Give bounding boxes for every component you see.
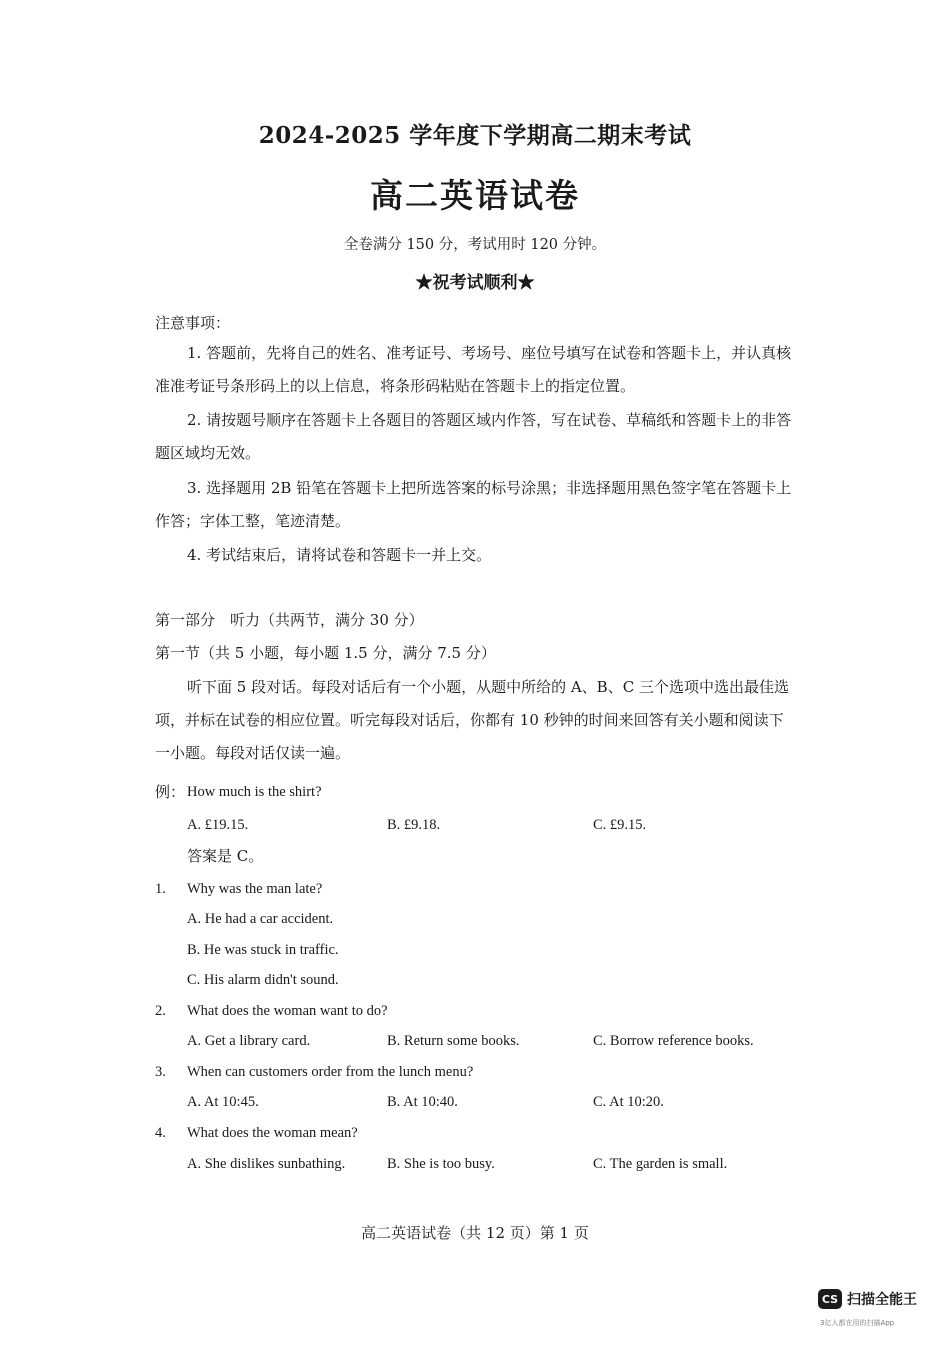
question-number: 3. [155, 1064, 166, 1080]
question-option: B. He was stuck in traffic. [187, 942, 339, 958]
notice-item-line: 题区域均无效。 [155, 444, 261, 462]
notice-item-line: 4. 考试结束后，请将试卷和答题卡一并上交。 [187, 546, 492, 564]
example-option-c: C. £9.15. [593, 817, 647, 833]
question-option: B. She is too busy. [387, 1156, 495, 1172]
notice-item [155, 410, 825, 463]
question-option: C. The garden is small. [593, 1156, 728, 1172]
example-option-a: A. £19.15. [187, 817, 249, 833]
question-option: B. At 10:40. [387, 1094, 458, 1110]
question-text: Why was the man late? [187, 881, 323, 897]
notice-item-line: 1. 答题前，先将自己的姓名、准考证号、考场号、座位号填写在试卷和答题卡上，并认真核 [187, 344, 792, 362]
question-number: 4. [155, 1125, 166, 1141]
instruction-line: 项，并标在试卷的相应位置。听完每段对话后，你都有 10 秒钟的时间来回答有关小题和阅读下 [155, 711, 784, 729]
notice-item [155, 343, 825, 396]
subject-title: 高二英语试卷 [370, 176, 580, 215]
scanner-watermark [818, 1289, 917, 1309]
section-heading: 第一节（共 5 小题，每小题 1.5 分，满分 7.5 分） [155, 644, 496, 662]
scanner-logo-icon: CS [818, 1289, 842, 1309]
page-footer: 高二英语试卷（共 12 页）第 1 页 [361, 1224, 589, 1242]
good-luck-banner: ★祝考试顺利★ [415, 273, 535, 293]
notice-item [155, 545, 825, 565]
score-info: 全卷满分 150 分，考试用时 120 分钟。 [343, 237, 607, 253]
scanner-tagline: 3亿人都在用的扫描App [820, 1319, 895, 1327]
question-option: A. He had a car accident. [187, 911, 334, 927]
notice-heading: 注意事项： [155, 314, 231, 332]
notice-item-line: 准准考证号条形码上的以上信息，将条形码粘贴在答题卡上的指定位置。 [155, 377, 636, 395]
instruction-line: 听下面 5 段对话。每段对话后有一个小题，从题中所给的 A、B、C 三个选项中选出最佳选 [187, 678, 789, 696]
question-text: What does the woman want to do? [187, 1003, 388, 1019]
example-option-b: B. £9.18. [387, 817, 441, 833]
question-option: B. Return some books. [387, 1033, 520, 1049]
question-option: C. At 10:20. [593, 1094, 664, 1110]
question-number: 2. [155, 1003, 166, 1019]
example-answer: 答案是 C。 [187, 847, 264, 865]
notice-item-line: 2. 请按题号顺序在答题卡上各题目的答题区域内作答，写在试卷、草稿纸和答题卡上的非答 [187, 411, 792, 429]
example-question: How much is the shirt? [187, 784, 322, 800]
notice-item-line: 作答；字体工整，笔迹清楚。 [155, 512, 351, 530]
question-text: What does the woman mean? [187, 1125, 358, 1141]
question-number: 1. [155, 881, 166, 897]
part-heading: 第一部分 听力（共两节，满分 30 分） [155, 611, 424, 629]
question-option: C. His alarm didn't sound. [187, 972, 339, 988]
instruction-line: 一小题。每段对话仅读一遍。 [155, 744, 351, 762]
question-option: A. She dislikes sunbathing. [187, 1156, 346, 1172]
example-label: 例： [155, 783, 186, 801]
question-option: A. Get a library card. [187, 1033, 311, 1049]
question-option: C. Borrow reference books. [593, 1033, 754, 1049]
question-option: A. At 10:45. [187, 1094, 259, 1110]
scanner-app-name: 扫描全能王 [847, 1292, 917, 1308]
notice-item-line: 3. 选择题用 2B 铅笔在答题卡上把所选答案的标号涂黑；非选择题用黑色签字笔在答题卡上 [187, 479, 792, 497]
listening-instructions [155, 677, 825, 763]
exam-title: 2024-2025 学年度下学期高二期末考试 [258, 122, 692, 149]
question-text: When can customers order from the lunch menu? [187, 1064, 474, 1080]
notice-item [155, 478, 825, 531]
